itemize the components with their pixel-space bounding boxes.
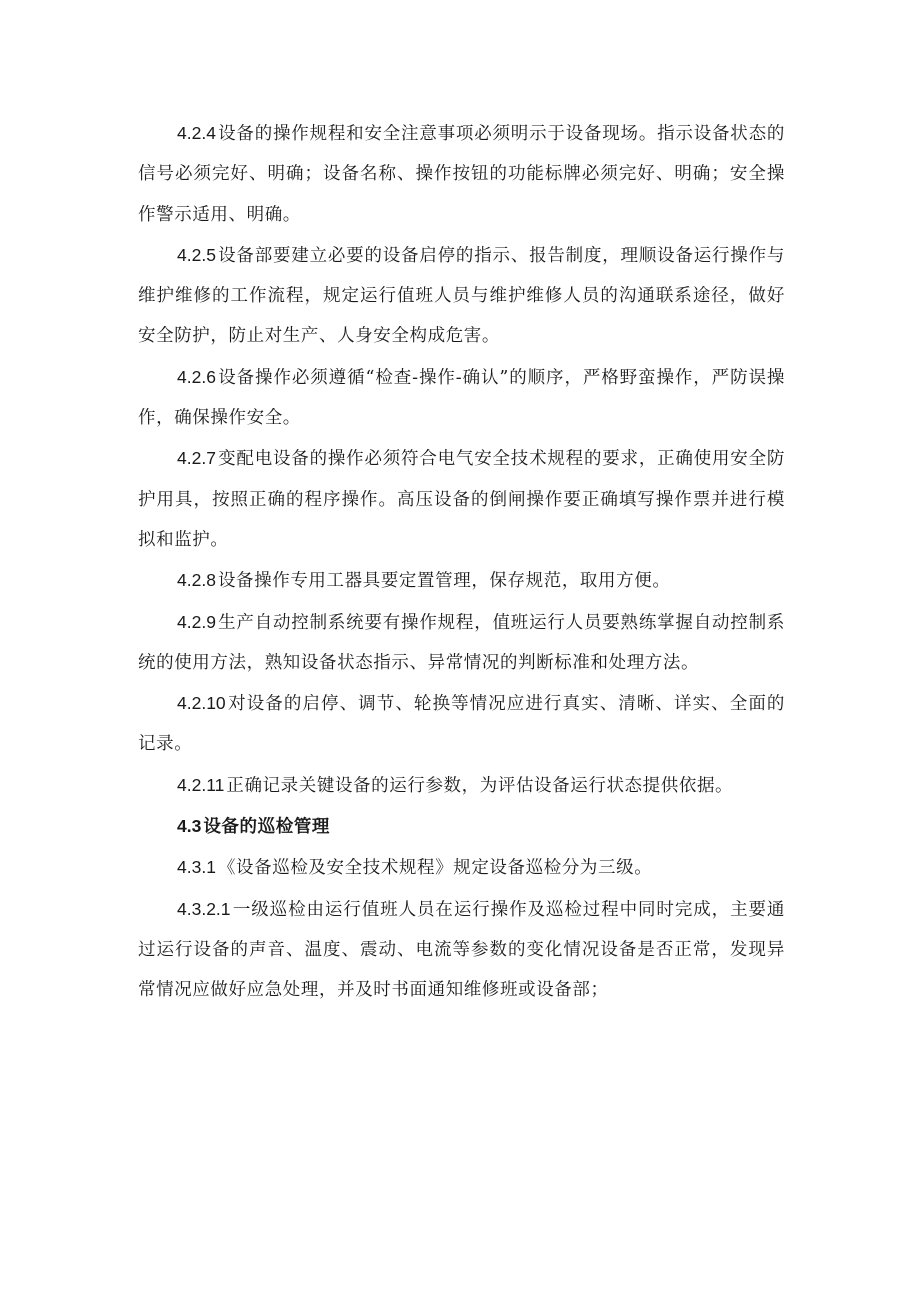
paragraph-number: 4.2.4 <box>177 123 216 143</box>
paragraph-4-3-2-1 <box>138 889 785 1011</box>
paragraph-4-2-8 <box>138 560 785 601</box>
document-body <box>138 113 785 1011</box>
paragraph-4-2-6 <box>138 357 785 439</box>
paragraph-number: 4.2.5 <box>177 244 216 265</box>
paragraph-text: 设备操作专用工器具要定置管理，保存规范，取用方便。 <box>217 571 671 592</box>
paragraph-text: 对设备的启停、调节、轮换等情况应进行真实、清晰、详实、全面的记录。 <box>138 694 785 755</box>
paragraph-number: 4.2.7 <box>177 448 216 469</box>
paragraph-4-2-10 <box>138 683 785 765</box>
paragraph-text: 一级巡检由运行值班人员在运行操作及巡检过程中同时完成，主要通过运行设备的声音、温度、震动、电流等参数的变化情况设备是否正常，发现异常情况应做好应急处理，并及时书面通知维修班或设备部； <box>138 899 785 1001</box>
section-heading-4-3 <box>138 806 785 847</box>
paragraph-4-2-4 <box>138 113 785 235</box>
paragraph-text: 设备部要建立必要的设备启停的指示、报告制度，理顺设备运行操作与维护维修的工作流程，规定运行值班人员与维护维修人员的沟通联系途径，做好安全防护，防止对生产、人身安全构成危害。 <box>138 245 785 347</box>
paragraph-text: 生产自动控制系统要有操作规程，值班运行人员要熟练掌握自动控制系统的使用方法，熟知设备状态指示、异常情况的判断标准和处理方法。 <box>138 612 785 673</box>
paragraph-number: 4.3.1 <box>177 857 216 878</box>
paragraph-number: 4.3.2.1 <box>177 898 231 919</box>
paragraph-text: 设备操作必须遵循“检查-操作-确认”的顺序，严格野蛮操作，严防误操作，确保操作安全。 <box>138 367 785 429</box>
paragraph-4-2-11 <box>138 765 785 806</box>
paragraph-4-2-9 <box>138 602 785 684</box>
paragraph-4-2-7 <box>138 438 785 560</box>
heading-number: 4.3 <box>177 816 202 837</box>
paragraph-number: 4.2.11 <box>177 774 225 795</box>
paragraph-4-3-1 <box>138 847 785 888</box>
paragraph-number: 4.2.9 <box>177 611 216 632</box>
paragraph-number: 4.2.8 <box>177 570 216 591</box>
paragraph-text: 《设备巡检及安全技术规程》规定设备巡检分为三级。 <box>217 858 653 879</box>
paragraph-text: 正确记录关键设备的运行参数，为评估设备运行状态提供依据。 <box>226 775 734 796</box>
heading-text: 设备的巡检管理 <box>203 817 331 838</box>
paragraph-text: 变配电设备的操作必须符合电气安全技术规程的要求，正确使用安全防护用具，按照正确的程序操作。高压设备的倒闸操作要正确填写操作票并进行模拟和监护。 <box>138 449 785 550</box>
paragraph-text: 设备的操作规程和安全注意事项必须明示于设备现场。指示设备状态的信号必须完好、明确；设备名称、操作按钮的功能标牌必须完好、明确；安全操作警示适用、明确。 <box>138 124 785 225</box>
paragraph-number: 4.2.6 <box>177 366 216 387</box>
paragraph-4-2-5 <box>138 235 785 357</box>
paragraph-number: 4.2.10 <box>177 693 226 714</box>
